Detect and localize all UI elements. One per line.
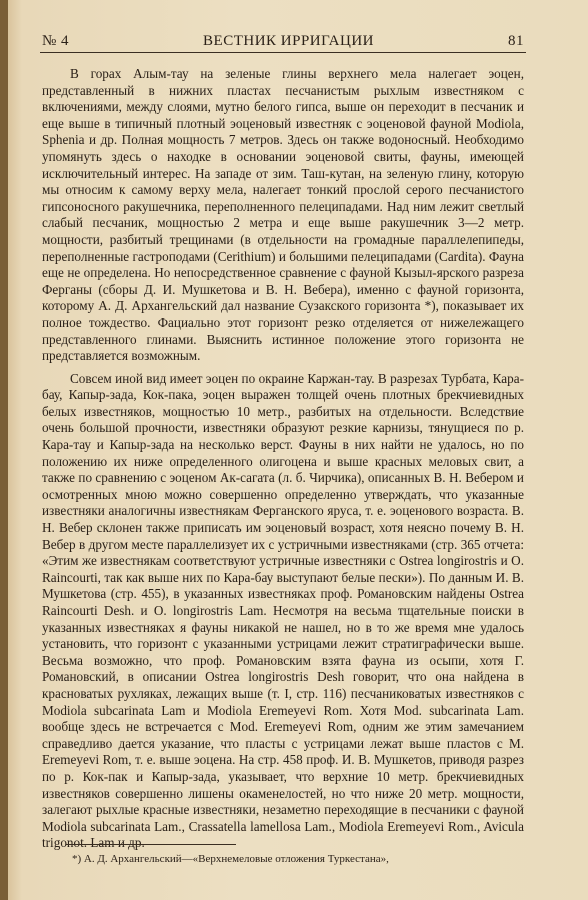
footnote: *) А. Д. Архангельский—«Верхнемеловые отложения Туркестана»,	[72, 853, 389, 865]
article-body	[42, 66, 524, 858]
page-number: 81	[507, 33, 524, 49]
header-rule	[40, 52, 526, 53]
journal-title: ВЕСТНИК ИРРИГАЦИИ	[203, 33, 375, 49]
paragraph-karzhan-tau: Совсем иной вид имеет эоцен по окраине Каржан-тау. В разрезах Турбата, Кара-бау, Капыр-зада, Кок-пака, эоцен выражен толщей очень плотных брекчиевидных белых известняков, мощностью 10 метр., разбитых на отдельности. Вследствие очень большой прочности, известняки образуют резкие карнизы, тянущиеся по р. Кара-тау и Капыр-зада на несколько верст. Фауны в них найти не удалось, но по положению их ниже определенного олигоцена и выше красных меловых свит, а также по сравнению с эоценом Ак-сагата (л. б. Чирчика), описанных В. Н. Вебером и осмотренных мною можно совершенно определенно утверждать, что указанные известняки аналогичны известнякам Ферганского яруса, т. е. эоценового возраста. В. Н. Вебер склонен также приписать им эоценовый возраст, хотя неясно почему В. Н. Вебер в другом месте параллелизует их с устричными известняками (стр. 365 отчета: «Этим же известнякам соответствуют устричные известняки с Ostrea longirostris и O. Raincourti, так как выше них по Кара-бау выступают белые пески»). По данным И. В. Мушкетова (стр. 455), в указанных известняках проф. Романовским найдены Ostrea Raincourti Desh. и O. longirostris Lam. Несмотря на весьма тщательные поиски в указанных известняках я фауны никакой не нашел, но в то же время мне удалось установить, что горизонт с указанными устрицами лежит стратиграфически выше. Весьма возможно, что проф. Романовским взята фауна из осыпи, хотя Г. Романовский, в описании Ostrea longirostris Desh говорит, что она найдена в красноватых рухляках, лежащих выше (т. I, стр. 116) песчаниковатых известняков с Modiola subcarinata Lam и Modiola Eremeyevi Rom. Хотя Mod. subcarinata Lam. вообще здесь не встречается с Mod. Eremeyevi Rom, одним же этим замечанием справедливо дается указание, что пласты с устрицами лежат выше пластов с M. Eremeyevi Rom, т. е. выше эоцена. На стр. 458 проф. И. В. Мушкетов, приводя разрез по р. Кок-пак и Капыр-зада, указывает, что верхние 10 метр. брекчиевидных известняков совершенно лишены окаменелостей, но что ниже 20 метр. мощности, залегают рыхлые красные известняки, незаметно переходящие в песчаники с фауной Modiola subcarinata Lam., Crassatella lamellosa Lam., Modiola Eremeyevi Rom., Avicula trigonot. Lam и др.	[42, 370, 524, 851]
running-header	[42, 28, 524, 50]
paragraph-alym-tau: В горах Алым-тау на зеленые глины верхнего мела налегает эоцен, представленный в нижних пластах песчанистым рыхлым известняком с включениями, между слоями, мутно белого гипса, выше он переходит в песчаник и еще выше в типичный плотный эоценовый известняк с эоценовой фауной Modiola, Sphenia и др. Полная мощность 7 метров. Здесь он также водоносный. Необходимо упомянуть здесь о находке в основании эоценовой свиты, фауны, имеющей исключительный интерес. На западе от зим. Таш-кутан, на зеленую глину, которую мы относим к самому верху мела, налегает тонкий прослой серого песчанистого гипсоносного ракушечника, переполненного пелеципадами. Над ним лежит светлый слабый песчаник, мощностью 2 метра и еще выше ракушечник 3—2 метр. мощности, разбитый трещинами (в отдельности на громадные параллелепипеды, переполненные гастроподами (Cerithium) и большими пелеципадами (Cardita). Фауна еще не определена. Но непосредственное сравнение с фауной Кызыл-ярского разреза Ферганы (сборы Д. И. Мушкетова и В. Н. Вебера), именно с фауной горизонта, которому А. Д. Архангельский дал название Сузакского горизонта *), показывает их полное тождество. Фациально этот горизонт резко отделяется от нижележащего представленного глинами. Выяснить истинное положение этого горизонта не представляется возможным.	[42, 66, 524, 364]
footnote-rule	[66, 844, 236, 845]
journal-page	[8, 0, 588, 900]
issue-number: № 4	[42, 33, 70, 49]
